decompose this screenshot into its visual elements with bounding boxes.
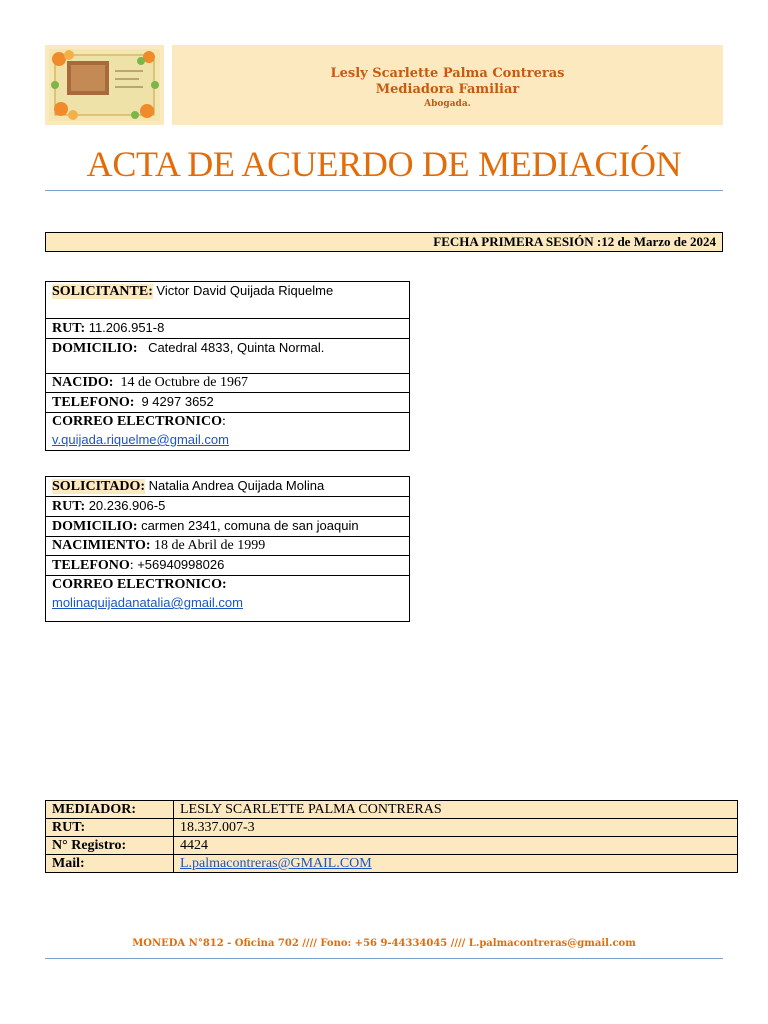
first-session-date-text: FECHA PRIMERA SESIÓN :12 de Marzo de 2024 — [433, 234, 716, 249]
solicitante-rut: 11.206.951-8 — [88, 320, 165, 335]
footer-divider — [45, 958, 723, 959]
solicitante-telefono: 9 4297 3652 — [141, 394, 214, 409]
solicitado-telefono: +56940998026 — [137, 557, 225, 572]
mediator-key: RUT: — [46, 819, 174, 837]
mediator-value: 18.337.007-3 — [174, 819, 738, 837]
correo-label: CORREO ELECTRONICO — [52, 414, 222, 429]
table-row — [46, 819, 738, 837]
mediator-table — [45, 800, 738, 873]
logo — [45, 45, 164, 125]
table-row: CORREO ELECTRONICO: v.quijada.riquelme@gmail.com — [46, 413, 410, 451]
first-session-date — [45, 232, 723, 252]
mediator-name: Lesly Scarlette Palma Contreras — [330, 66, 565, 81]
floral-frame-logo-icon — [49, 49, 160, 121]
table-row — [46, 537, 410, 556]
solicitado-name: Natalia Andrea Quijada Molina — [148, 478, 325, 493]
title-divider — [45, 190, 723, 191]
telefono-label: TELEFONO — [52, 558, 130, 573]
rut-label: RUT: — [52, 499, 86, 514]
solicitado-domicilio: carmen 2341, comuna de san joaquin — [141, 518, 359, 533]
table-row — [46, 374, 410, 393]
telefono-label: TELEFONO: — [52, 395, 135, 410]
table-row — [46, 517, 410, 537]
mediator-value: LESLY SCARLETTE PALMA CONTRERAS — [174, 801, 738, 819]
mediator-degree: Abogada. — [424, 99, 471, 109]
nacimiento-label: NACIMIENTO: — [52, 538, 151, 553]
table-row: TELEFONO: +56940998026 — [46, 556, 410, 576]
solicitado-rut: 20.236.906-5 — [88, 498, 166, 513]
table-row — [46, 576, 410, 622]
nacido-label: NACIDO: — [52, 375, 114, 390]
solicitante-nacido: 14 de Octubre de 1967 — [120, 375, 248, 390]
table-row — [46, 393, 410, 413]
solicitado-table — [45, 476, 410, 622]
rut-label: RUT: — [52, 321, 86, 336]
solicitado-email-link[interactable]: molinaquijadanatalia@gmail.com — [52, 595, 243, 610]
page-title: ACTA DE ACUERDO DE MEDIACIÓN — [86, 144, 682, 184]
table-row — [46, 801, 738, 819]
mediator-value: 4424 — [174, 837, 738, 855]
mediator-key: N° Registro: — [46, 837, 174, 855]
table-row — [46, 319, 410, 339]
solicitante-domicilio: Catedral 4833, Quinta Normal. — [148, 340, 325, 355]
domicilio-label: DOMICILIO: — [52, 341, 138, 356]
mediator-key: Mail: — [46, 855, 174, 873]
table-row — [46, 837, 738, 855]
solicitante-email-link[interactable]: v.quijada.riquelme@gmail.com — [52, 432, 229, 447]
mediator-email-link[interactable]: L.palmacontreras@GMAIL.COM — [180, 856, 372, 871]
table-row — [46, 282, 410, 319]
mediator-role: Mediadora Familiar — [375, 82, 520, 97]
correo-label: CORREO ELECTRONICO: — [52, 577, 227, 592]
solicitante-name: Victor David Quijada Riquelme — [156, 283, 334, 298]
table-row — [46, 339, 410, 374]
header-band — [172, 45, 723, 125]
footer-contact: MONEDA N°812 - Oficina 702 //// Fono: +56 9-44334045 //// L.palmacontreras@gmail.com — [132, 938, 636, 949]
solicitante-label: SOLICITANTE: — [52, 284, 153, 299]
solicitado-label: SOLICITADO: — [52, 479, 146, 494]
solicitado-nacimiento: 18 de Abril de 1999 — [154, 538, 266, 553]
domicilio-label: DOMICILIO: — [52, 519, 138, 534]
solicitante-table — [45, 281, 410, 451]
mediator-key: MEDIADOR: — [46, 801, 174, 819]
table-row — [46, 855, 738, 873]
table-row — [46, 497, 410, 517]
table-row — [46, 477, 410, 497]
